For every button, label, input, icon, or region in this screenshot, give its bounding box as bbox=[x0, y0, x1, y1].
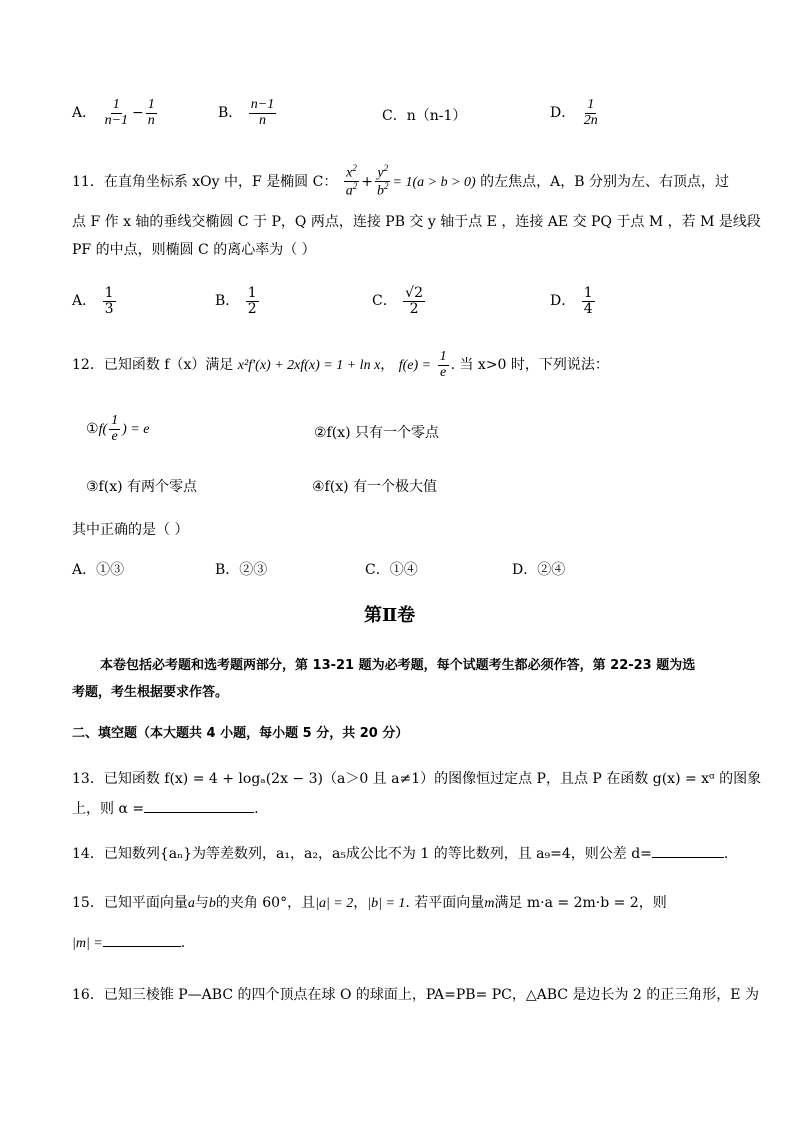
q12-option-d: D．②④ bbox=[512, 562, 566, 578]
fraction: $\frac{1}{3}$ bbox=[104, 285, 114, 317]
fraction: $\frac{1}{e}$ bbox=[111, 413, 119, 444]
fraction: $\frac{1}{4}$ bbox=[583, 285, 593, 317]
answer-blank[interactable] bbox=[103, 946, 181, 947]
q16-line1: 16．已知三棱锥 P—ABC 的四个顶点在球 O 的球面上，PA=PB= PC，△ABC 是边长为 2 的正三角形，E 为 bbox=[72, 987, 759, 1003]
q11-option-b: B． $\frac{1}{2}$ bbox=[215, 285, 257, 317]
q10-option-c: C．n（n-1） bbox=[382, 108, 467, 124]
q10-option-d: D． $\frac{1}{2n}$ bbox=[550, 97, 598, 128]
fraction: $\frac{x^2}{a^2}$ bbox=[345, 163, 358, 199]
q12-question: 其中正确的是（ ） bbox=[72, 522, 189, 538]
q10-option-a: A． $\frac{1}{n-1}$ − $\frac{1}{n}$ bbox=[72, 97, 155, 128]
fraction: $\frac{n-1}{n}$ bbox=[250, 97, 275, 128]
q11-line2: 点 F 作 x 轴的垂线交椭圆 C 于 P，Q 两点，连接 PB 交 y 轴于点 E ，连接 AE 交 PQ 于点 M ，若 M 是线段 bbox=[72, 214, 761, 230]
q11-option-c: C． $\frac{√2}{2}$ bbox=[372, 285, 423, 317]
q11-option-d: D． $\frac{1}{4}$ bbox=[550, 285, 593, 317]
fraction: $\frac{1}{e}$ bbox=[439, 349, 447, 380]
q12-statement-3: ③f(x) 有两个零点 bbox=[86, 479, 198, 495]
q15-line1: 15．已知平面向量a与b的夹角 60°，且|a| = 2，|b| = 1. 若平面向量m满足 m·a = 2m·b = 2，则 bbox=[72, 895, 667, 911]
q12-option-a: A．①③ bbox=[72, 562, 125, 578]
q12-statement-2: ②f(x) 只有一个零点 bbox=[314, 425, 440, 441]
q12-statement-4: ④f(x) 有一个极大值 bbox=[312, 479, 438, 495]
q11-line1: 11．在直角坐标系 xOy 中，F 是椭圆 C： $\frac{x^2}{a^2}$ + $\frac{y^2}{b^2}$ = 1(a > b > 0) 的左焦点，A，B 分别为左、右顶点，过 bbox=[72, 163, 729, 199]
q10-option-b: B． $\frac{n-1}{n}$ bbox=[218, 97, 275, 128]
fraction: $\frac{1}{n}$ bbox=[147, 97, 155, 128]
q14-line: 14．已知数列{aₙ}为等差数列，a₁，a₂，a₅成公比不为 1 的等比数列，且 a₉=4，则公差 d= . bbox=[72, 846, 729, 862]
section-intro-line1: 本卷包括必考题和选考题两部分，第 13-21 题为必考题，每个试题考生都必须作答，第 22-23 题为选 bbox=[100, 658, 696, 673]
q12-line1: 12．已知函数 f（x）满足 x²f′(x) + 2xf(x) = 1 + ln x， f(e) = $\frac{1}{e}$ . 当 x>0 时，下列说法： bbox=[72, 349, 609, 380]
fraction: $\frac{√2}{2}$ bbox=[405, 285, 423, 317]
fraction: $\frac{1}{2n}$ bbox=[583, 97, 598, 128]
q12-statement-1: ①f( $\frac{1}{e}$ ) = e bbox=[86, 413, 150, 444]
q12-option-b: B．②③ bbox=[215, 562, 268, 578]
q13-line1: 13．已知函数 f(x) = 4 + logₐ(2x − 3)（a＞0 且 a≠1）的图像恒过定点 P，且点 P 在函数 g(x) = xᵅ 的图象 bbox=[72, 771, 762, 787]
q12-option-c: C．①④ bbox=[365, 562, 418, 578]
q11-option-a: A． $\frac{1}{3}$ bbox=[72, 285, 114, 317]
answer-blank[interactable] bbox=[652, 857, 724, 858]
section-intro-line2: 考题，考生根据要求作答。 bbox=[72, 685, 229, 700]
q13-line2: 上，则 α = . bbox=[72, 801, 259, 817]
fraction: $\frac{y^2}{b^2}$ bbox=[377, 163, 389, 199]
section-heading: 二、填空题（本大题共 4 小题，每小题 5 分，共 20 分） bbox=[72, 726, 409, 741]
q11-line3: PF 的中点，则椭圆 C 的离心率为（ ） bbox=[72, 242, 316, 258]
answer-blank[interactable] bbox=[144, 812, 254, 813]
fraction: $\frac{1}{n-1}$ bbox=[104, 97, 129, 128]
fraction: $\frac{1}{2}$ bbox=[247, 285, 257, 317]
q15-line2: |m| = . bbox=[72, 935, 186, 951]
section-title: 第Ⅱ卷 bbox=[364, 605, 416, 626]
